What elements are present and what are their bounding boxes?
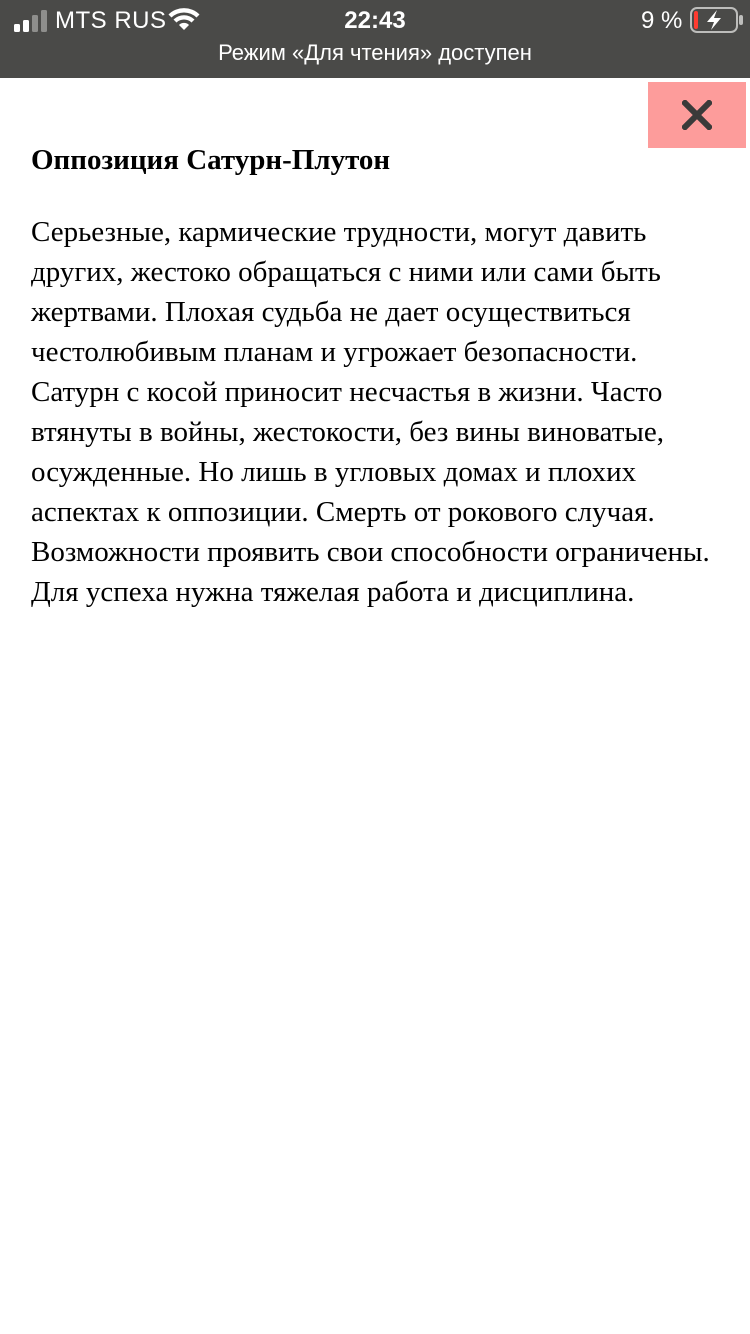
article-title: Оппозиция Сатурн-Плутон xyxy=(31,144,391,176)
article-content xyxy=(31,140,721,612)
battery-charging-icon xyxy=(690,7,744,33)
status-bar xyxy=(0,0,750,78)
clock-time: 22:43 xyxy=(344,7,406,34)
carrier-name: MTS RUS xyxy=(55,7,167,34)
reader-mode-banner[interactable]: Режим «Для чтения» доступен xyxy=(218,40,532,65)
battery-percent: 9 % xyxy=(641,7,683,34)
battery-level-fill xyxy=(694,11,698,29)
article-body: Серьезные, кармические трудности, могут давить других, жестоко обращаться с ними или сами быть жертвами. Плохая судьба не дает осуществиться честолюбивым планам и угрожает безопасности. Сатурн с косой приносит несчастья в жизни. Часто втянуты в войны, жестокости, без вины виноватые, осужденные. Но лишь в угловых домах и плохих аспектах к оппозиции. Смерть от рокового случая. Возможности проявить свои способности ограничены. Для успеха нужна тяжелая работа и дисциплина. xyxy=(31,216,710,608)
close-button[interactable] xyxy=(648,82,746,148)
close-icon xyxy=(682,100,712,130)
